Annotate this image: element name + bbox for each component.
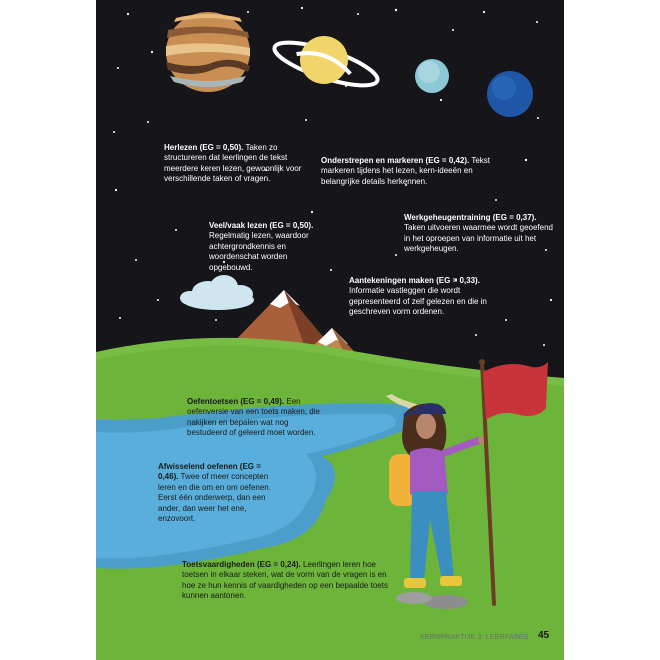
strategy-title: Aantekeningen maken (EG = 0,33). [349,276,480,285]
page-number: 45 [538,630,550,641]
section-footer: KERNPRAKTIJK 3: LEERFASES [420,634,529,641]
strategy-body: Tekst markeren tijdens het lezen, kern-ideeën en belangrijke details herkennen. [321,156,491,186]
strategy-oefentoetsen [187,397,327,439]
strategy-title: Onderstrepen en markeren (EG = 0,42). [321,156,470,165]
strategy-body: Een oefenversie van een toets maken, die nakijken en bepalen wat nog bestudeerd of geleerd moet worden. [187,397,320,438]
strategy-title: Veel/vaak lezen (EG = 0,50). [209,221,314,230]
strategy-title: Oefentoetsen (EG = 0,49). [187,397,285,406]
striped-planet [166,12,250,92]
strategy-title: Werkgeheugentraining (EG = 0,37). [404,213,537,222]
strategy-title: Toetsvaardigheden (EG = 0,24). [182,560,301,569]
strategy-title: Herlezen (EG = 0,50). [164,143,244,152]
strategy-body: Taken zo structureren dat leerlingen de tekst meerdere keren lezen, gewoonlijk voor verschillende taken of vragen. [164,143,302,184]
strategy-title: Afwisselend oefenen (EG = 0,46). [158,462,261,482]
pale-planet [415,59,449,93]
strategy-werkgeheugentraining [404,213,554,255]
strategy-body: Leerlingen leren hoe toetsen in elkaar steken, wat de vorm van de vragen is en hoe ze hun kennis of vaardigheden op een bepaalde toets kunnen aantonen. [182,560,388,601]
strategy-toetsvaardigheden [182,560,402,602]
strategy-body: Taken uitvoeren waarmee wordt geoefend in het oproepen van informatie uit het werkgeheugen. [404,223,553,254]
strategy-onderstrepen [321,156,491,187]
strategy-body: Twee of meer concepten leren en die om en om oefenen. Eerst één onderwerp, dan een ander, dan weer het ene, enzovoort. [158,472,271,524]
strategy-veel-lezen [209,221,327,273]
strategy-herlezen [164,143,304,185]
blue-planet [487,71,533,117]
strategy-aantekeningen [349,276,489,318]
book-page [96,0,564,660]
strategy-body: Regelmatig lezen, waardoor achtergrondkennis en woordenschat worden opgebouwd. [209,231,309,272]
strategy-body: Informatie vastleggen die wordt gepresenteerd of zelf gelezen en die in geschreven vorm ordenen. [349,286,487,317]
strategy-afwisselend [158,462,280,524]
